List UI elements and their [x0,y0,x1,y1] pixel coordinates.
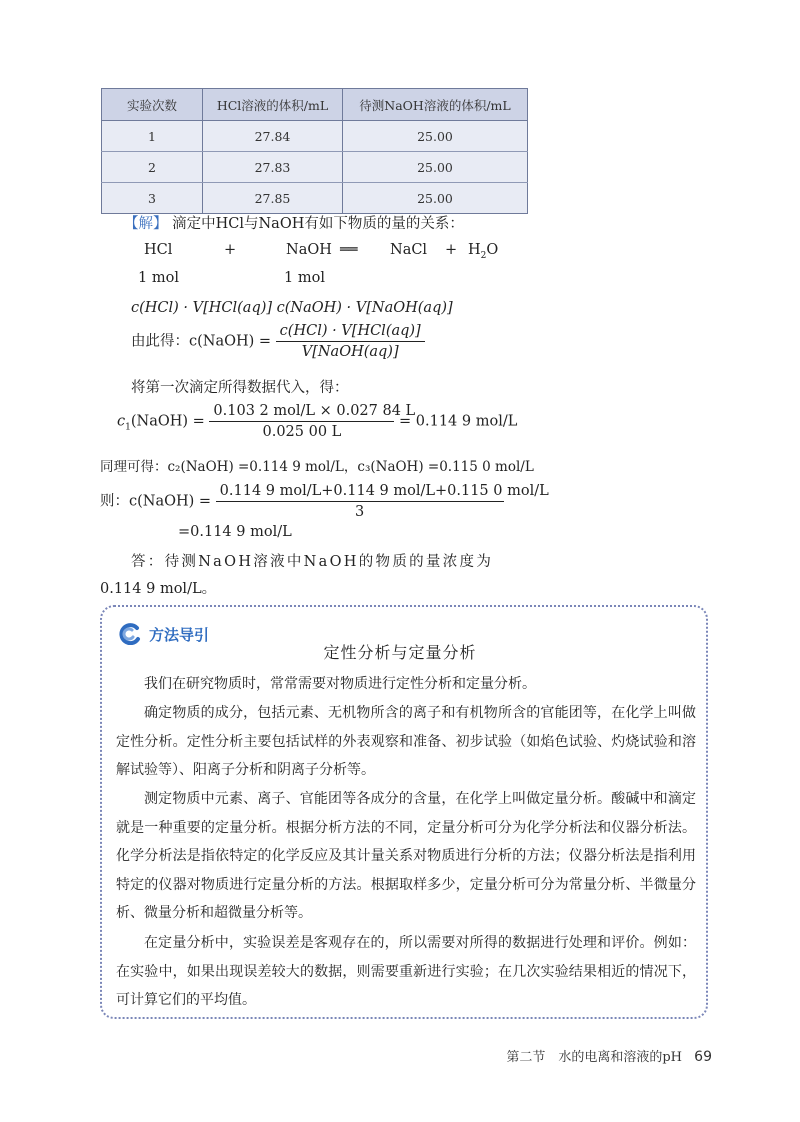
titration-data-table [101,88,528,214]
average-denominator: 3 [355,504,365,520]
same-method-line: 同理可得：c₂(NaOH) =0.114 9 mol/L，c₃(NaOH) =0.115 0 mol/L [100,459,534,475]
header-naoh-volume: 待测NaOH溶液的体积/mL [343,89,528,121]
derive-formula [131,323,425,360]
method-paragraph-4: 在定量分析中，实验误差是客观存在的，所以需要对所得的数据进行处理和评价。例如：在实验中，如果出现误差较大的数据，则需要重新进行实验；在几次实验结果相近的情况下，可计算它们的平均值。 [116,935,696,1009]
eq-h2o [468,242,498,261]
header-hcl-volume: HCl溶液的体积/mL [203,89,343,121]
header-trial-number: 实验次数 [102,89,203,121]
method-guide-heading: 定性分析与定量分析 [323,643,477,662]
average-fraction [216,483,549,520]
footer-section-title: 第二节 水的电离和溶液的pH [506,1050,683,1065]
average-numerator: 0.114 9 mol/L+0.114 9 mol/L+0.115 0 mol/L [216,483,504,502]
relation-line: c(HCl) · V[HCl(aq)] c(NaOH) · V[NaOH(aq)] [131,300,453,316]
table-header-row [102,89,528,121]
eq-naoh: NaOH [286,242,332,258]
cell-naoh: 25.00 [343,183,528,214]
solution-tag: 【解】 [124,216,168,232]
page-number: 69 [694,1049,712,1065]
table-row [102,183,528,214]
method-paragraph-3: 测定物质中元素、离子、官能团等各成分的含量，在化学上叫做定量分析。酸碱中和滴定就是一种重要的定量分析。根据分析方法的不同，定量分析可分为化学分析法和仪器分析法。化学分析法是指依特定的化学反应及其计量关系对物质进行分析的方法；仪器分析法是指利用特定的仪器对物质进行定量分析的方法。根据取样多少，定量分析可分为常量分析、半微量分析、微量分析和超微量分析等。 [116,791,696,922]
derive-numerator: c(HCl) · V[HCl(aq)] [276,323,425,342]
table-row [102,121,528,152]
mol-naoh: 1 mol [284,270,325,286]
solution-intro-text: 滴定中HCl与NaOH有如下物质的量的关系： [172,216,464,232]
cell-trial: 3 [102,183,203,214]
eq-h2o-o: O [486,242,499,258]
eq-h2o-h: H [468,242,481,258]
cell-trial: 1 [102,121,203,152]
c1-result: = 0.114 9 mol/L [399,413,518,430]
c1-denominator: 0.025 00 L [262,424,342,440]
cell-trial: 2 [102,152,203,183]
method-guide-label: 方法导引 [149,625,210,644]
eq-equals: ══ [340,242,358,258]
answer-line-1: 答：待测NaOH溶液中NaOH的物质的量浓度为 [131,554,494,570]
method-paragraph-1: 我们在研究物质时，常常需要对物质进行定性分析和定量分析。 [144,676,536,692]
substitute-line: 将第一次滴定所得数据代入，得： [131,380,349,396]
answer-line-2: 0.114 9 mol/L。 [100,581,217,597]
eq-h2o-subscript: 2 [480,250,487,261]
mol-hcl: 1 mol [138,270,179,286]
eq-plus-1: + [224,242,237,258]
eq-hcl: HCl [144,242,173,258]
cell-naoh: 25.00 [343,152,528,183]
cell-hcl: 27.85 [203,183,343,214]
cell-hcl: 27.83 [203,152,343,183]
page-footer [506,1046,712,1065]
method-paragraph-2: 确定物质的成分，包括元素、无机物所含的离子和有机物所含的官能团等，在化学上叫做定性分析。定性分析主要包括试样的外表观察和准备、初步试验（如焰色试验、灼烧试验和溶解试验等）、阳离子分析和阴离子分析等。 [116,705,696,779]
derive-label: 由此得：c(NaOH) = [131,333,272,350]
derive-denominator: V[NaOH(aq)] [301,344,399,360]
c1-numerator: 0.103 2 mol/L × 0.027 84 L [209,403,394,422]
c1-label: (NaOH) = [130,413,205,430]
derive-fraction [276,323,425,360]
c1-formula: $c_1(NaOH)$ = $\frac{\text{0.103 2 mol/L × 0.027 84 L}}{0.025 00 L}$ = 0.114 9 mol/L [117,403,518,440]
eq-plus-2: + [445,242,458,258]
solution-intro [124,212,464,233]
cell-naoh: 25.00 [343,121,528,152]
eq-nacl: NaCl [390,242,428,258]
table-row [102,152,528,183]
average-formula [100,483,549,520]
average-result: =0.114 9 mol/L [178,524,292,540]
cell-hcl: 27.84 [203,121,343,152]
average-label: 则：c(NaOH) = [100,493,212,510]
